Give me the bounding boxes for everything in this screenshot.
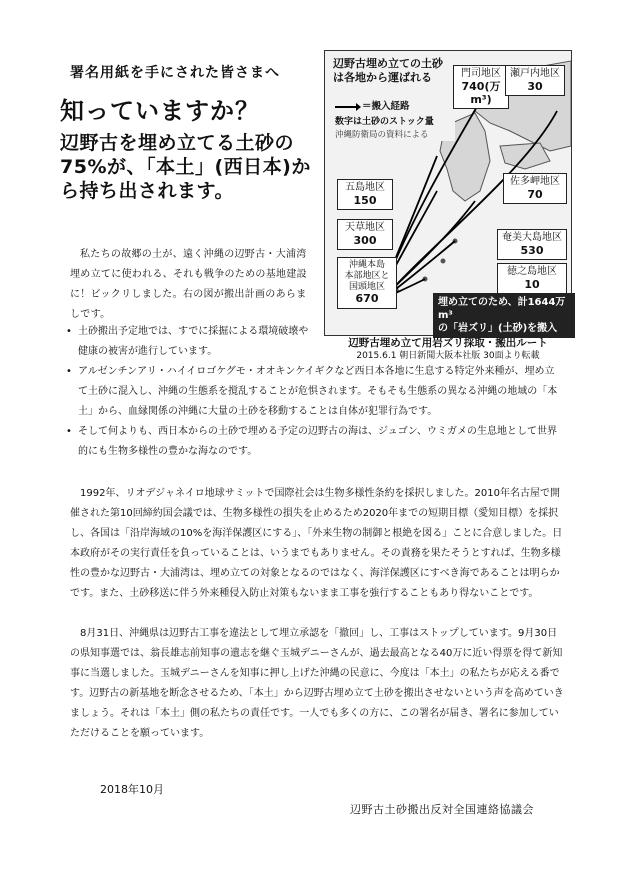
body-paragraph: 1992年、リオデジャネイロ地球サミットで国際社会は生物多様性条約を採択しました。2010年名古屋で開催された第10回締約国会議では、生物多様性の損失を止めるため2020年までの短期目標（愛知目標）を採択し、各国は「沿岸海域の10%を海洋保護区にする」、「外来生物の制御と根絶を図る」ことに合意しました。日本政府がその実行責任を負っていることは、いうまでもありません。その責務を果たそうとすれば、生物多様性の豊かな辺野古・大浦湾は、埋め立ての対象となるのではなく、海洋保護区にすべき海であることは明らかです。また、土砂移送に伴う外来種侵入防止対策もないまま工事を強行することもあり得ないことです。 [70, 488, 563, 599]
district-value: 670 [355, 292, 379, 306]
date: 2018年10月 [100, 783, 164, 796]
total-volume-label [433, 293, 575, 338]
legend-source: 沖縄防衛局の資料による [335, 129, 429, 140]
district-name: 門司地区 [461, 68, 501, 79]
total-line: の「岩ズリ」(土砂)を搬入 [438, 323, 558, 334]
bullet-item: • アルゼンチンアリ・ハイイロゴケグモ・オオキンケイギクなど西日本各地に生息する特定外来種が、埋め立て土砂に混入し、沖縄の生態系を撹乱することが危惧されます。そもそも生態系の異なる沖縄の地域の「本土」から、血縁関係の沖縄に大量の土砂を移動することは自体が犯罪行為です。 [64, 362, 564, 422]
bullet-item: • そして何よりも、西日本からの土砂で埋める予定の辺野古の海は、ジュゴン、ウミガメの生息地として世界的にも生物多様性の豊かな海なのです。 [64, 422, 564, 462]
district-box-tokunoshima [497, 263, 567, 294]
district-box-satamisaki [503, 173, 567, 204]
district-name: 五島地区 [345, 182, 385, 193]
district-box-amakusa [337, 219, 393, 250]
district-name: 奄美大島地区 [502, 232, 562, 243]
arrow-icon [335, 106, 359, 108]
route-map [324, 50, 572, 336]
district-value: 30 [527, 80, 543, 93]
district-value: 10 [524, 278, 540, 291]
district-name: 徳之島地区 [507, 266, 557, 277]
district-name: 国頭地区 [348, 281, 385, 292]
intro-paragraph: 私たちの故郷の土が、遠く沖縄の辺野古・大浦湾埋め立てに使われる、それも戦争のための基地建設に！ビックリしました。右の図が搬出計画のあらましです。 [70, 249, 307, 320]
map-caption [324, 336, 572, 362]
district-value: 70 [527, 188, 543, 201]
district-name: 佐多岬地区 [510, 176, 560, 187]
district-box-amami [497, 229, 567, 260]
legend-route: ＝搬入経路 [362, 101, 410, 112]
organization-name: 辺野古土砂搬出反対全国連絡協議会 [350, 803, 534, 816]
district-name: 沖縄本島 [348, 260, 385, 270]
map-caption-source: 2015.6.1 朝日新聞大阪本社版 30面より転載 [356, 351, 540, 362]
district-name: 瀬戸内地区 [510, 68, 560, 79]
district-value: 740(万m³) [461, 80, 501, 107]
headline-question: 知っていますか？ [60, 97, 260, 125]
body-paragraph: 8月31日、沖縄県は辺野古工事を違法として埋立承認を「撤回」し、工事はストップしています。9月30日の県知事選では、翁長雄志前知事の遺志を継ぐ玉城デニーさんが、過去最高となる40万に近い得票を得て新知事に当選しました。玉城デニーさんを知事に押し上げた沖縄の民意に、今度は「本土」の私たちが応える番です。辺野古の新基地を断念させるため、「本土」から辺野古埋め立て土砂を搬出させないという声を高めていきましょう。それは「本土」側の私たちの責任です。一人でも多くの方に、この署名が届き、署名に参加していただけることを願っています。 [70, 628, 564, 739]
district-value: 150 [353, 194, 377, 207]
legend-note: 数字は土砂のストック量 [335, 116, 434, 127]
district-box-goto [337, 179, 393, 210]
headline-statement: 辺野古を埋め立てる土砂の75%が、「本土」(西日本)から持ち出されます。 [60, 131, 311, 203]
district-name: 天草地区 [345, 222, 385, 233]
district-value: 300 [353, 234, 377, 247]
map-legend [335, 101, 455, 141]
headline [60, 96, 320, 204]
map-caption-title: 辺野古埋め立て用岩ズリ採取・搬出ルート [348, 337, 548, 349]
greeting-heading: 署名用紙を手にされた皆さまへ [70, 65, 280, 81]
map-title: 辺野古埋め立ての土砂は各地から運ばれる [333, 57, 453, 85]
district-box-okinawa [337, 257, 397, 309]
district-box-moji [453, 65, 509, 109]
total-line: 埋め立てのため、計1644万m³ [438, 297, 566, 321]
bullet-item: • 土砂搬出予定地では、すでに採掘による環境破壊や健康の被害が進行しています。 [64, 322, 314, 362]
district-box-setouchi [505, 65, 565, 96]
district-value: 530 [520, 244, 544, 257]
district-name: 本部地区と [344, 270, 390, 281]
